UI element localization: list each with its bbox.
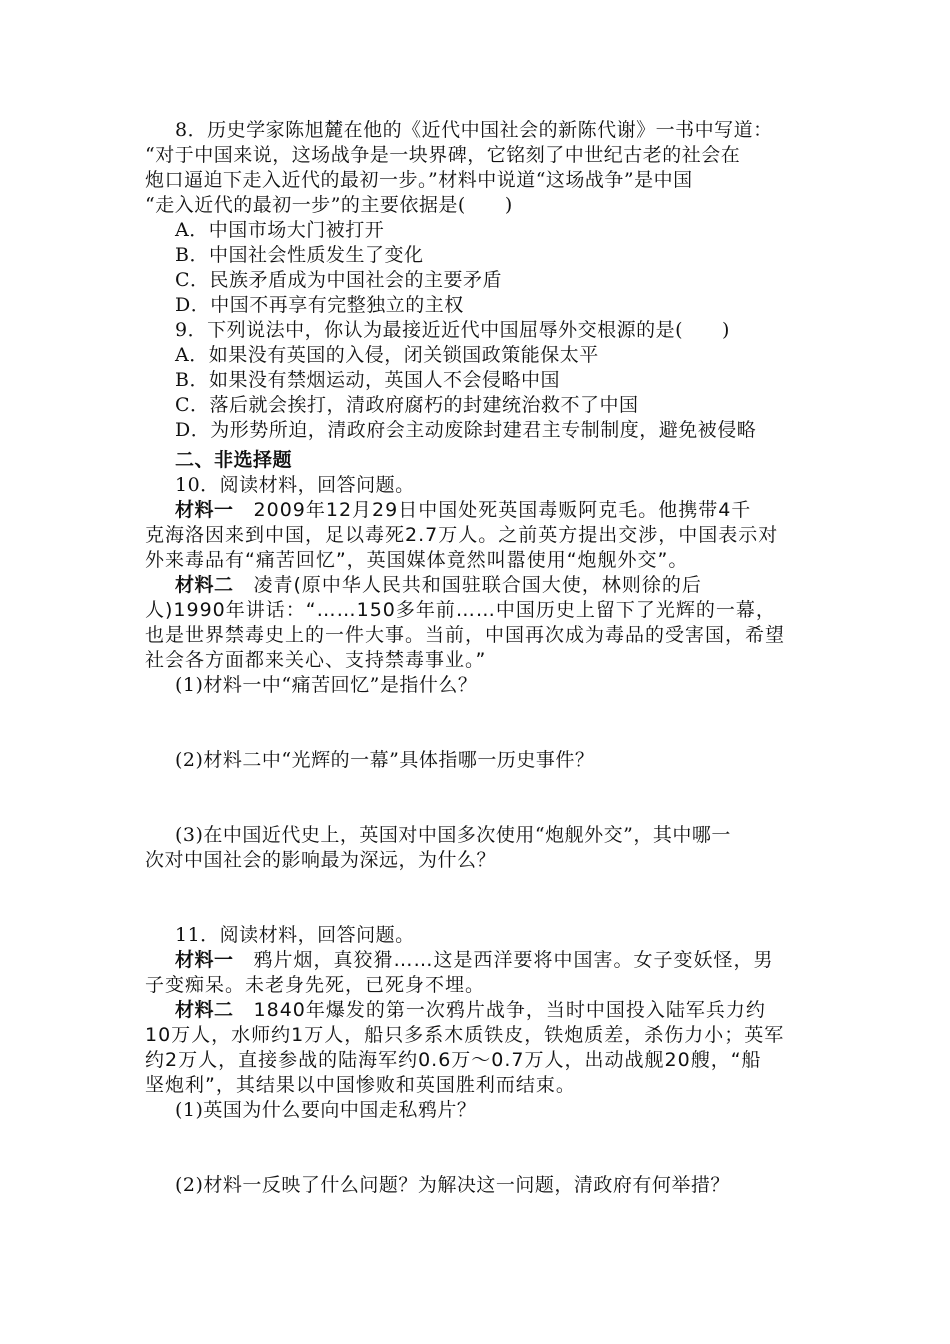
q11-material-2-line-3: 约2万人，直接参战的陆海军约0.6万～0.7万人，出动战舰20艘，“船 [145,1049,762,1071]
q9-option-d: D．为形势所迫，清政府会主动废除封建君主专制制度，避免被侵略 [175,419,757,441]
q11-material-1-text: 鸦片烟，真狡猾……这是西洋要将中国害。女子变妖怪，男 [233,949,774,971]
q10-material-1-line-1 [175,498,751,523]
q11-title: 11．阅读材料，回答问题。 [175,924,415,946]
q11-material-1-line-2: 子变痴呆。未老身先死，已死身不埋。 [145,974,486,996]
q11-sub-question-2: (2)材料一反映了什么问题？为解决这一问题，清政府有何举措？ [175,1174,730,1196]
q10-material-1-line-2: 克海洛因来到中国，足以毒死2.7万人。之前英方提出交涉，中国表示对 [145,524,779,546]
q10-sub-question-2: (2)材料二中“光辉的一幕”具体指哪一历史事件？ [175,749,595,771]
q8-option-b: B．中国社会性质发生了变化 [175,244,424,266]
q11-material-1-line-1 [175,948,774,973]
q11-material-1-label: 材料一 [175,949,234,971]
section-heading: 二、非选择题 [175,449,293,471]
q9-option-c: C．落后就会挨打，清政府腐朽的封建统治救不了中国 [175,394,639,416]
q11-material-2-text: 1840年爆发的第一次鸦片战争，当时中国投入陆军兵力约 [233,999,766,1021]
q10-material-2-line-3: 也是世界禁毒史上的一件大事。当前，中国再次成为毒品的受害国，希望 [145,624,786,646]
q8-stem-line-4: “走入近代的最初一步”的主要依据是( ) [145,194,513,216]
q10-material-1-label: 材料一 [175,499,234,521]
q11-material-2-line-2: 10万人，水师约1万人，船只多系木质铁皮，铁炮质差，杀伤力小；英军 [145,1024,785,1046]
q11-sub-question-1: (1)英国为什么要向中国走私鸦片？ [175,1099,477,1121]
q10-material-2-line-4: 社会各方面都来关心、支持禁毒事业。” [145,649,487,671]
q8-option-d: D．中国不再享有完整独立的主权 [175,294,464,316]
q8-option-c: C．民族矛盾成为中国社会的主要矛盾 [175,269,503,291]
q8-stem-line-2: “对于中国来说，这场战争是一块界碑，它铭刻了中世纪古老的社会在 [145,144,741,166]
q10-sub-question-3-line-2: 次对中国社会的影响最为深远，为什么？ [145,849,497,871]
q10-material-2-line-1 [175,573,702,598]
q8-stem-line-1: 8．历史学家陈旭麓在他的《近代中国社会的新陈代谢》一书中写道： [175,119,773,141]
q8-option-a: A．中国市场大门被打开 [175,219,385,241]
q10-material-1-text: 2009年12月29日中国处死英国毒贩阿克毛。他携带4千 [233,499,752,521]
q10-material-2-text: 凌青(原中华人民共和国驻联合国大使，林则徐的后 [233,574,702,596]
q10-material-1-line-3: 外来毒品有“痛苦回忆”，英国媒体竟然叫嚣使用“炮舰外交”。 [145,549,689,571]
q9-option-a: A．如果没有英国的入侵，闭关锁国政策能保太平 [175,344,599,366]
q8-stem-line-3: 炮口逼迫下走入近代的最初一步。”材料中说道“这场战争”是中国 [145,169,693,191]
q10-material-2-label: 材料二 [175,574,234,596]
q10-sub-question-1: (1)材料一中“痛苦回忆”是指什么？ [175,674,478,696]
q11-material-2-label: 材料二 [175,999,234,1021]
q11-material-2-line-4: 坚炮利”，其结果以中国惨败和英国胜利而结束。 [145,1074,576,1096]
q9-stem: 9．下列说法中，你认为最接近近代中国屈辱外交根源的是( ) [175,319,730,341]
q9-option-b: B．如果没有禁烟运动，英国人不会侵略中国 [175,369,560,391]
q11-material-2-line-1 [175,998,766,1023]
q10-title: 10．阅读材料，回答问题。 [175,474,415,496]
q10-material-2-line-2: 人)1990年讲话：“……150多年前……中国历史上留下了光辉的一幕， [145,599,776,621]
q10-sub-question-3-line-1: (3)在中国近代史上，英国对中国多次使用“炮舰外交”，其中哪一 [175,824,731,846]
